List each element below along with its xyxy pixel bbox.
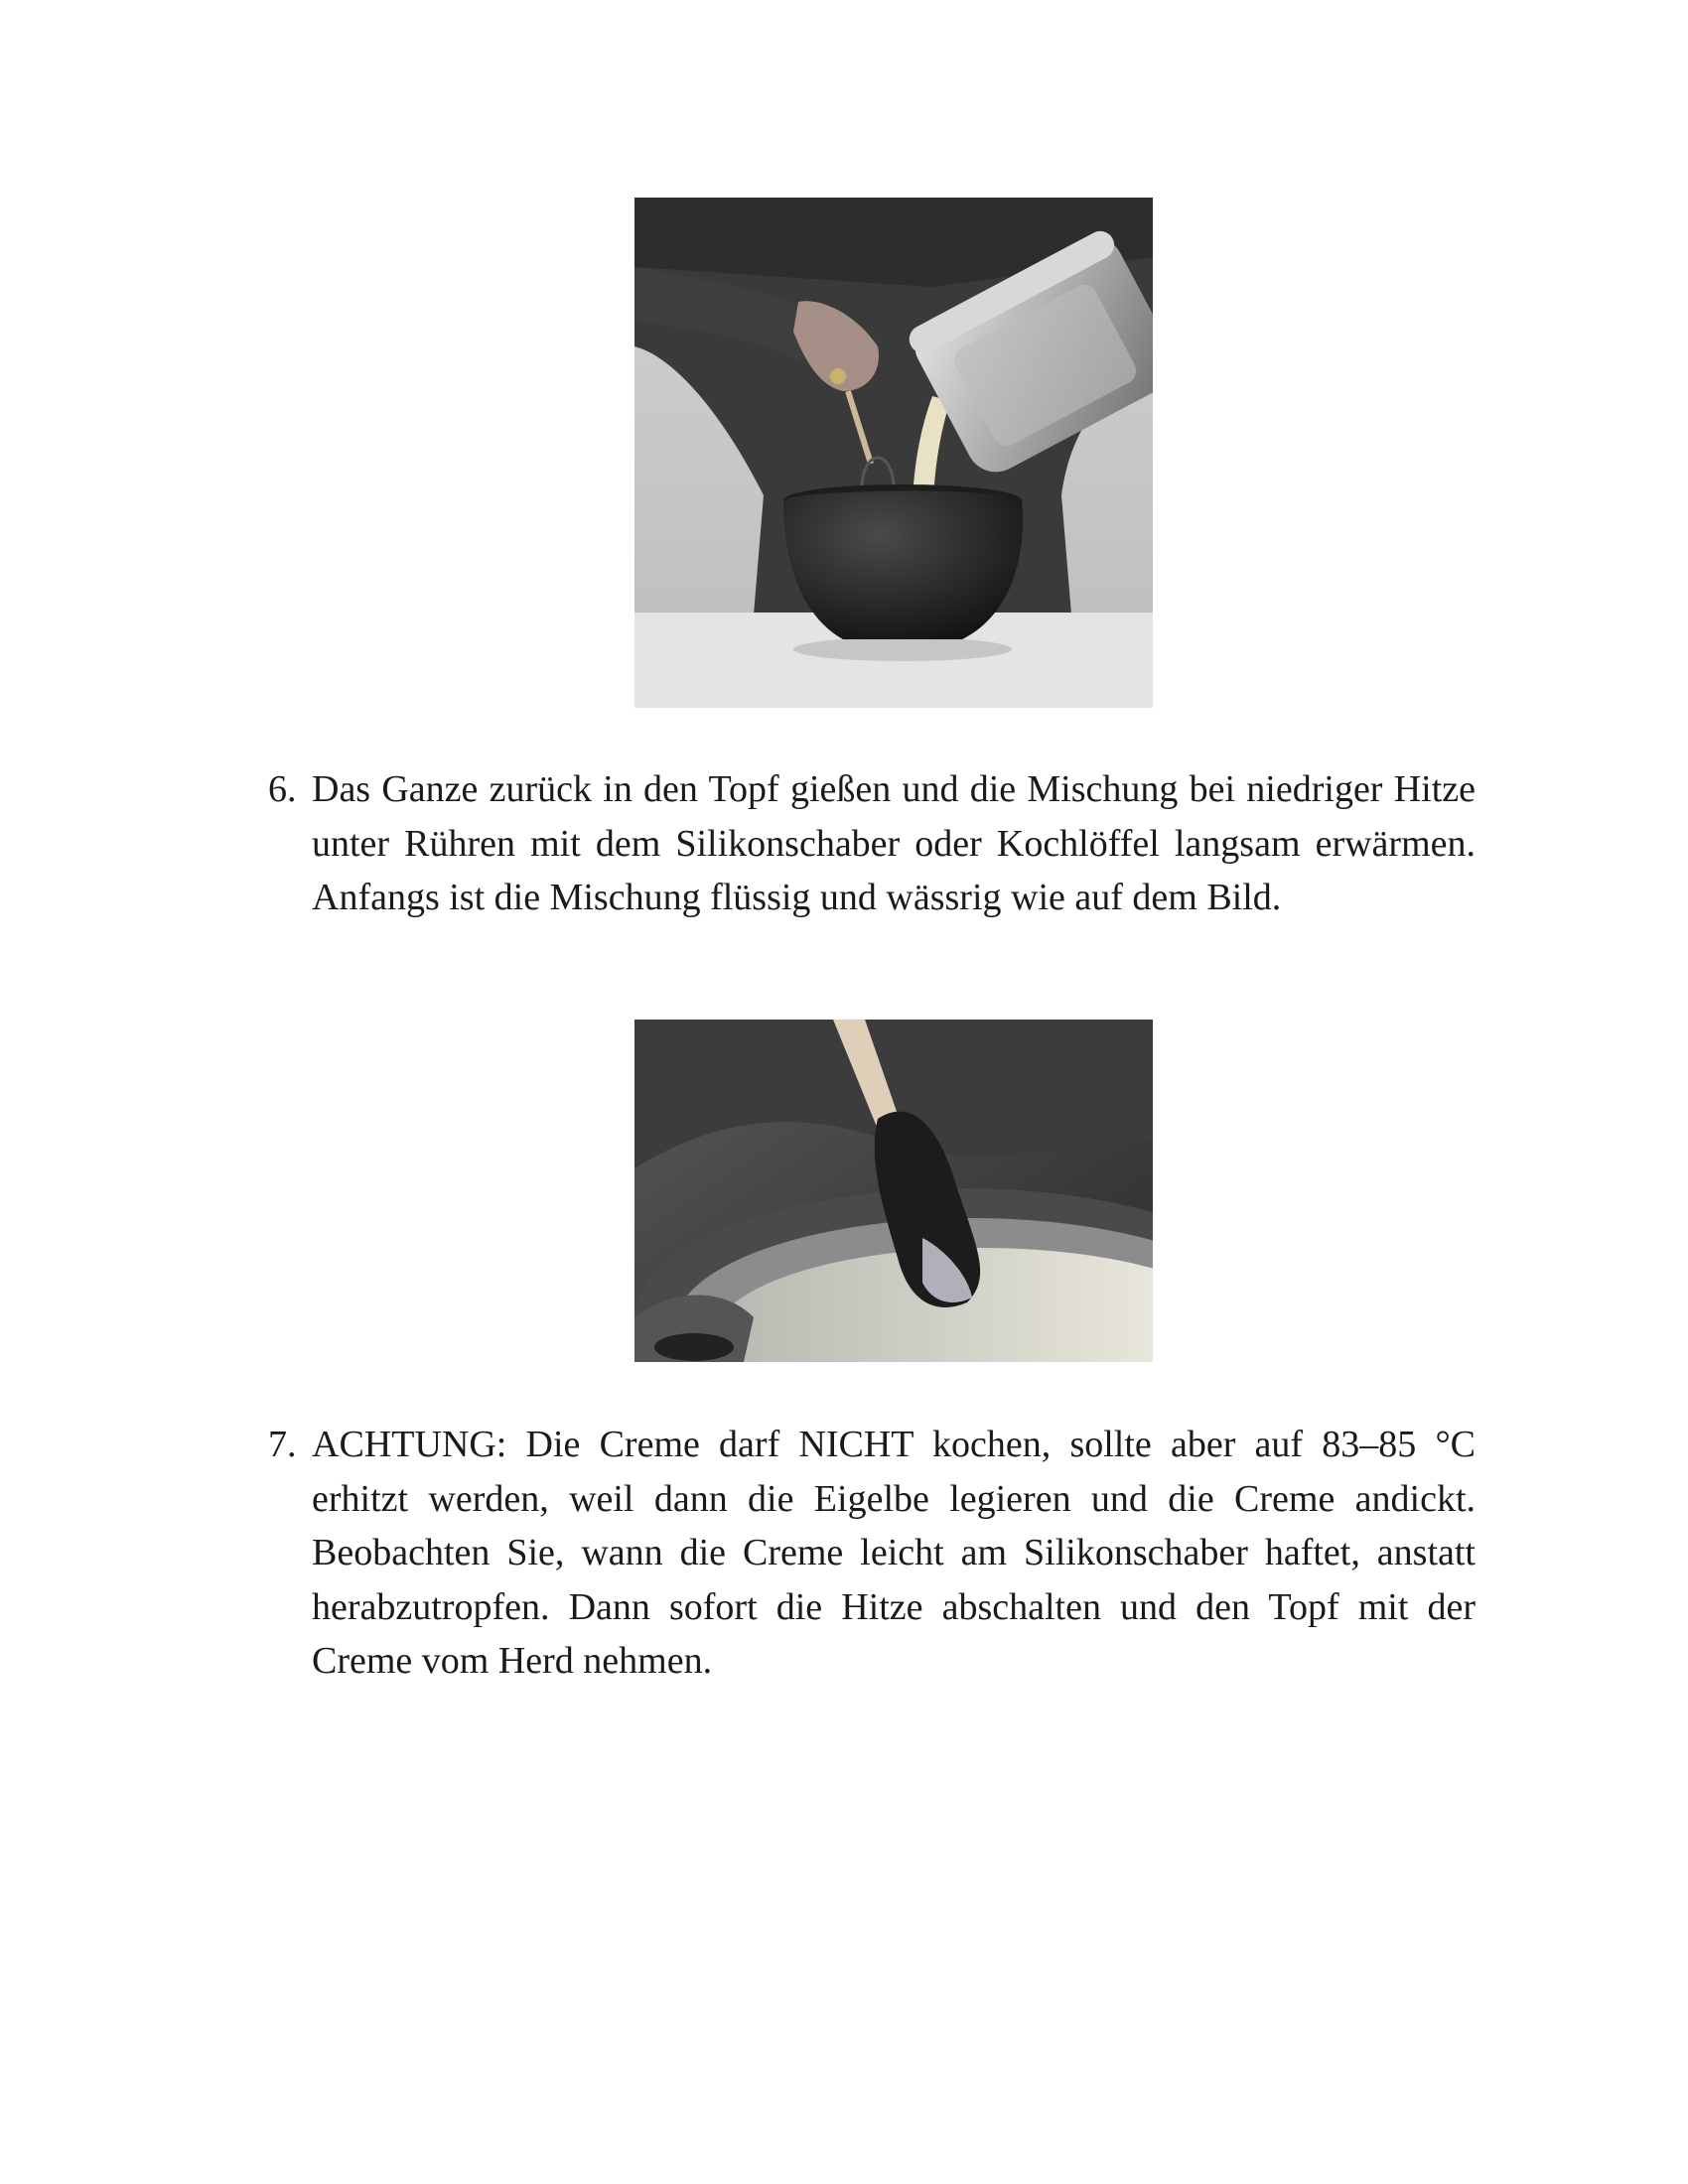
step-text: ACHTUNG: Die Creme darf NICHT kochen, sollte aber auf 83–85 °C erhitzt werden, weil dann die Eigelbe legieren und die Creme andickt. Beobachten Sie, wann die Creme leicht am Silikonschaber haftet, anstatt herabzutropfen. Dann sofort die Hitze abschalten und den Topf mit der Creme vom Herd nehmen. xyxy=(312,1424,1476,1682)
step-number: 6. xyxy=(268,768,297,810)
list-item xyxy=(268,762,1476,925)
list-item xyxy=(268,1418,1476,1689)
spatula-pot-photo xyxy=(634,1020,1153,1362)
step-number: 7. xyxy=(268,1424,297,1465)
photo-pouring-into-bowl-icon xyxy=(634,198,1153,708)
photo-spatula-in-pot-icon xyxy=(634,1020,1153,1362)
pouring-mixture-photo xyxy=(634,198,1153,708)
step-text: Das Ganze zurück in den Topf gießen und die Mischung bei niedriger Hitze unter Rühren mit dem Silikonschaber oder Kochlöffel langsam erwärmen. Anfangs ist die Mischung flüssig und wässrig wie auf dem Bild. xyxy=(312,768,1476,918)
